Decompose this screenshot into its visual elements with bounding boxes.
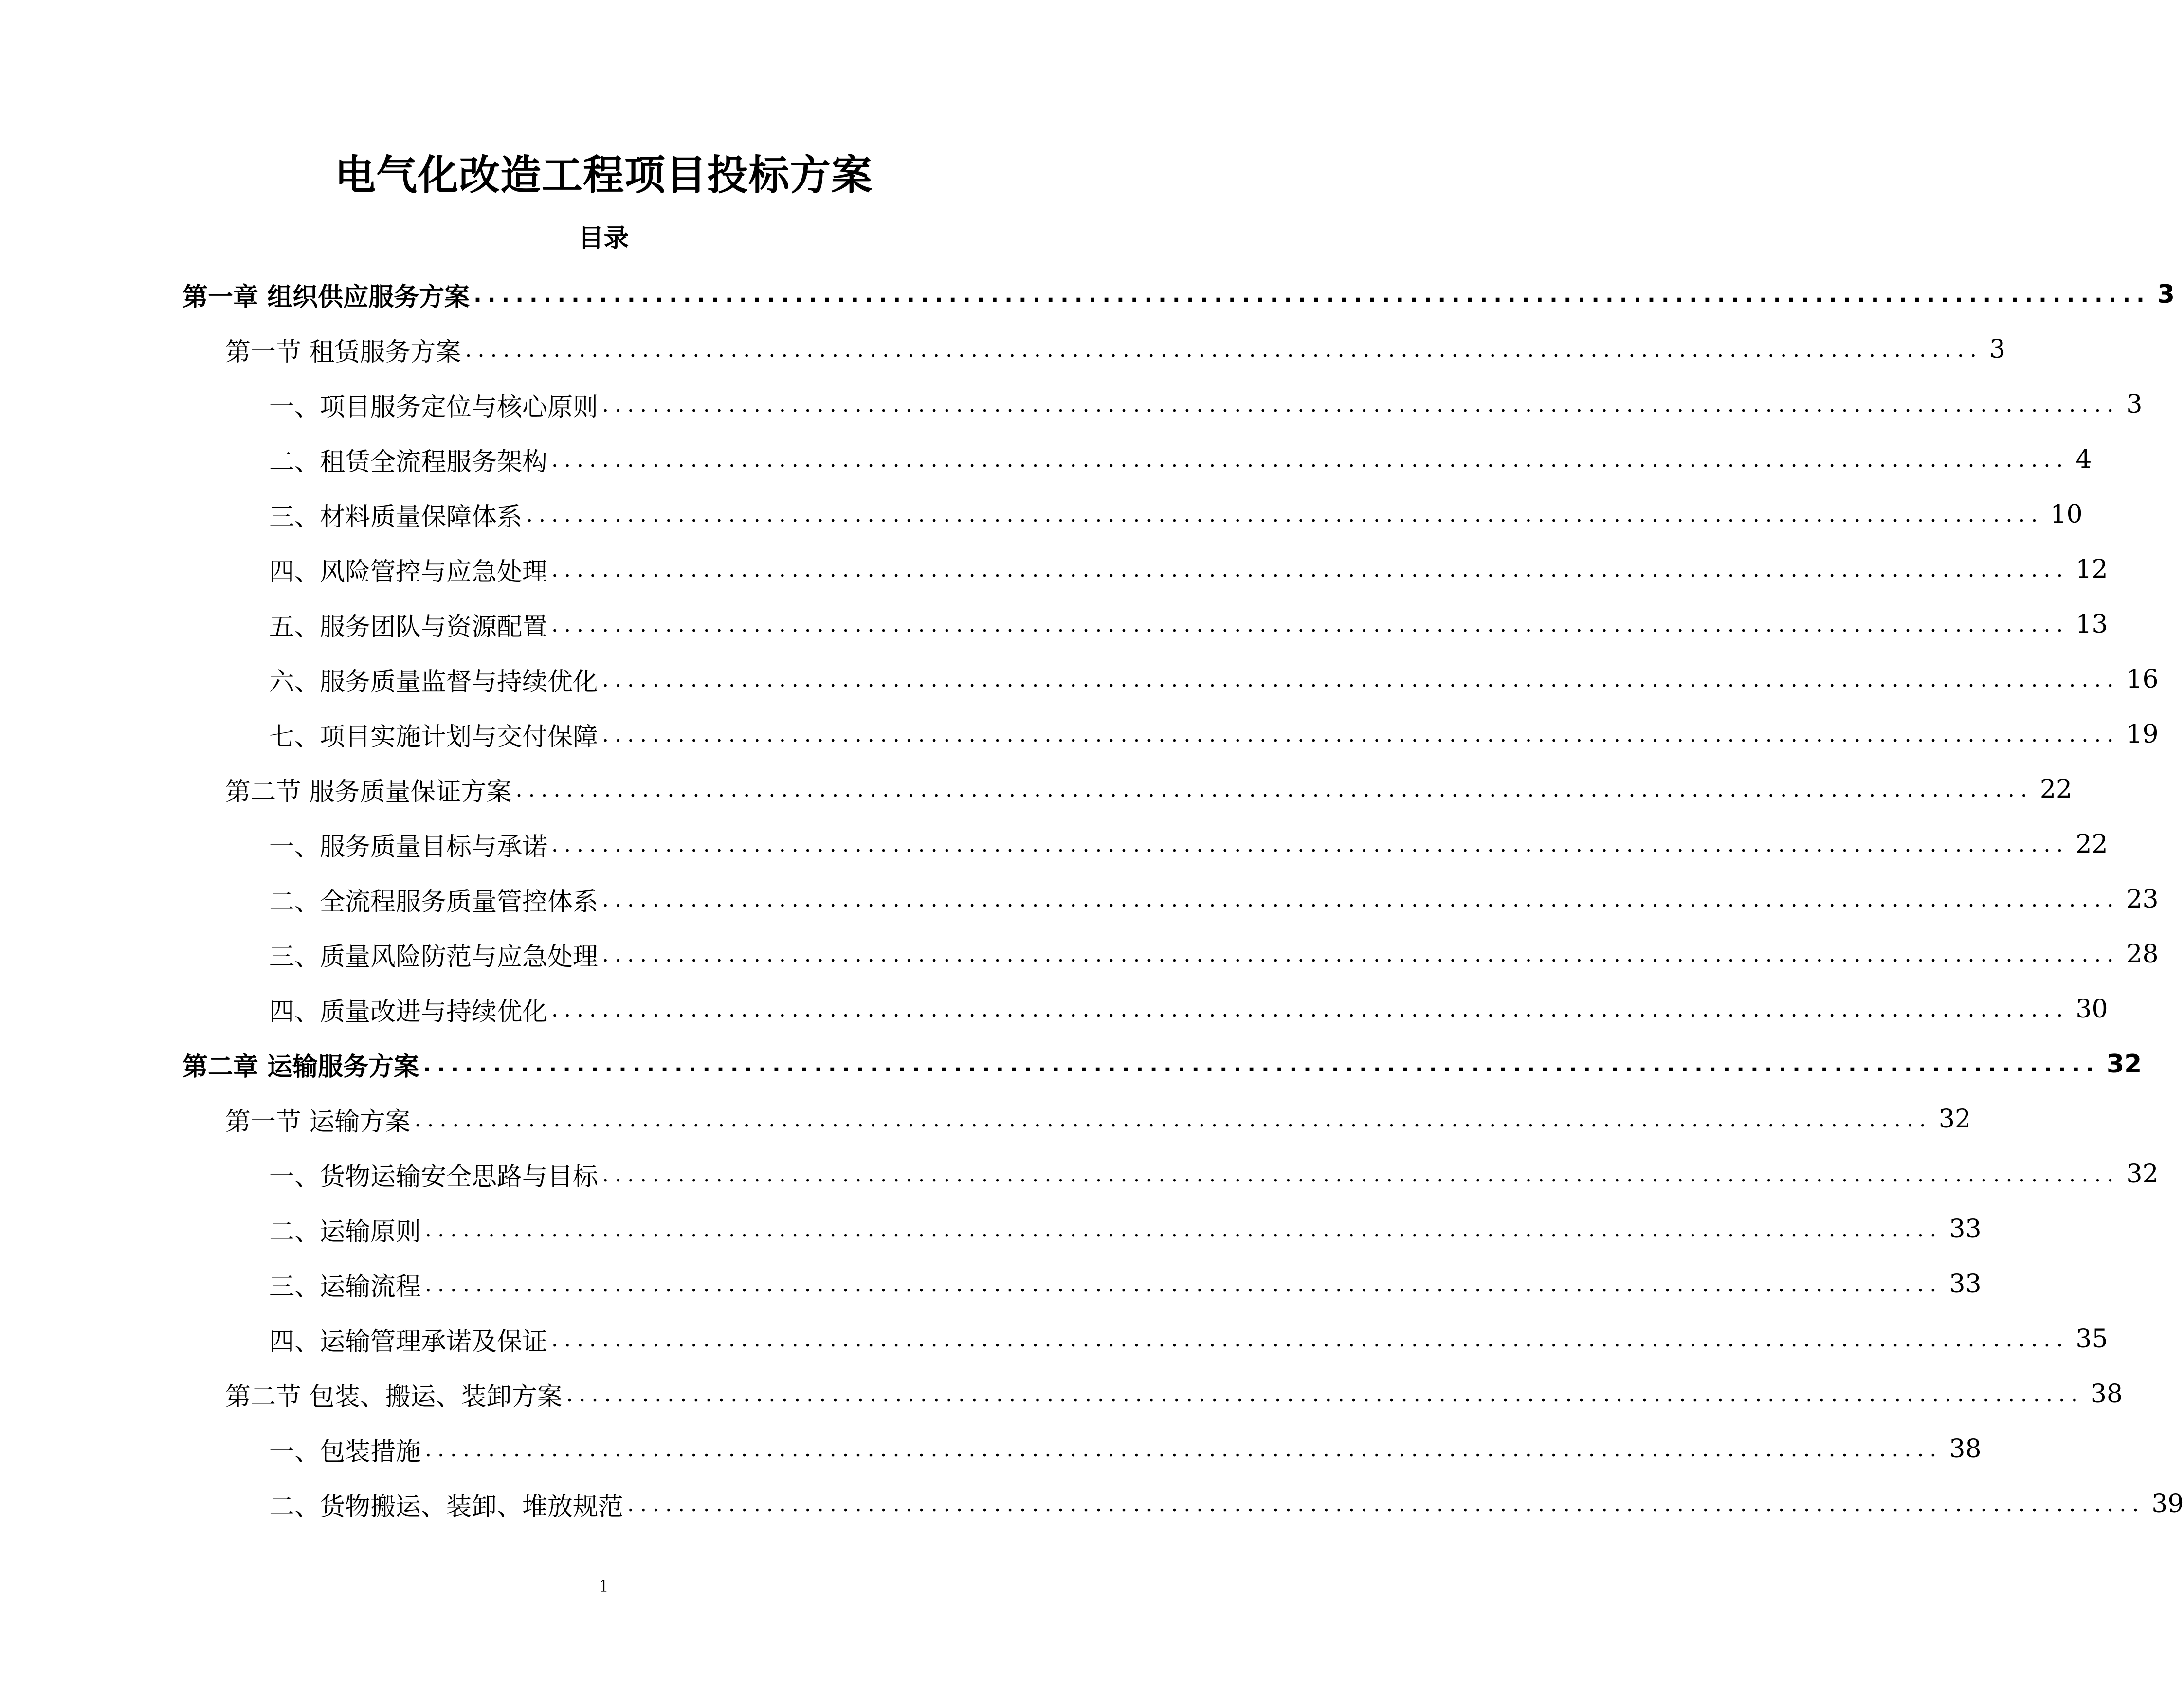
toc-entry-page: 33 xyxy=(1949,1270,1982,1299)
toc-dot-leader: ........................................................................................................................ xyxy=(602,887,2120,912)
toc-dot-leader: ........................................................................................................................ xyxy=(515,777,2033,802)
document-title: 电气化改造工程项目投标方案 xyxy=(334,151,873,199)
toc-dot-leader: ........................................................................................................................ xyxy=(602,1162,2120,1187)
toc-dot-leader: ........................................................................................................................ xyxy=(465,337,1983,362)
toc-entry-label: 第一节 租赁服务方案 xyxy=(225,337,461,367)
toc-dot-leader: ........................................................................................................................ xyxy=(473,282,2150,307)
toc-entry-label: 二、货物搬运、装卸、堆放规范 xyxy=(269,1492,624,1522)
toc-entry-label: 三、运输流程 xyxy=(269,1272,421,1302)
toc-entry-page: 10 xyxy=(2050,500,2083,529)
toc-entry-subsection[interactable] xyxy=(269,655,2159,704)
toc-entry-label: 第二节 包装、搬运、装卸方案 xyxy=(225,1382,563,1412)
toc-entry-label: 六、服务质量监督与持续优化 xyxy=(269,667,599,697)
toc-entry-subsection[interactable] xyxy=(269,435,2092,484)
toc-entry-page: 4 xyxy=(2075,445,2092,474)
toc-entry-label: 四、风险管控与应急处理 xyxy=(269,557,548,587)
toc-entry-page: 39 xyxy=(2151,1489,2184,1519)
toc-entry-page: 28 xyxy=(2126,940,2159,969)
toc-entry-label: 第一节 运输方案 xyxy=(225,1107,411,1137)
toc-dot-leader: ........................................................................................................................ xyxy=(425,1436,1943,1462)
toc-entry-subsection[interactable] xyxy=(269,1480,2184,1528)
toc-entry-page: 16 xyxy=(2126,665,2159,694)
toc-dot-leader: ........................................................................................................................ xyxy=(602,722,2120,747)
toc-entry-label: 二、全流程服务质量管控体系 xyxy=(269,887,599,917)
toc-entry-label: 一、包装措施 xyxy=(269,1437,421,1467)
toc-entry-subsection[interactable] xyxy=(269,1425,1982,1473)
toc-entry-label: 一、服务质量目标与承诺 xyxy=(269,832,548,862)
toc-dot-leader: ........................................................................................................................ xyxy=(526,502,2044,527)
toc-entry-subsection[interactable] xyxy=(269,875,2159,924)
toc-dot-leader: ........................................................................................................................ xyxy=(551,997,2069,1022)
toc-entry-page: 32 xyxy=(1938,1105,1971,1134)
toc-entry-label: 二、租赁全流程服务架构 xyxy=(269,447,548,477)
toc-entry-subsection[interactable] xyxy=(269,600,2108,649)
toc-entry-page: 22 xyxy=(2075,830,2108,859)
toc-entry-label: 第二节 服务质量保证方案 xyxy=(225,777,512,807)
toc-entry-page: 38 xyxy=(2090,1380,2123,1409)
toc-dot-leader: ........................................................................................................................ xyxy=(414,1107,1932,1132)
toc-entry-subsection[interactable] xyxy=(269,490,2083,539)
toc-entry-label: 第一章 组织供应服务方案 xyxy=(182,282,470,312)
toc-dot-leader: ........................................................................................................................ xyxy=(551,612,2069,637)
toc-entry-subsection[interactable] xyxy=(269,380,2143,429)
toc-entry-subsection[interactable] xyxy=(269,545,2108,594)
toc-entry-label: 五、服务团队与资源配置 xyxy=(269,612,548,642)
toc-dot-leader: ........................................................................................................................ xyxy=(551,447,2069,472)
toc-dot-leader: ........................................................................................................................ xyxy=(551,1326,2069,1352)
toc-entry-page: 3 xyxy=(2126,390,2143,419)
toc-entry-label: 三、材料质量保障体系 xyxy=(269,502,523,532)
toc-entry-page: 3 xyxy=(1989,335,2005,364)
toc-entry-page: 23 xyxy=(2126,885,2159,914)
toc-entry-label: 二、运输原则 xyxy=(269,1217,421,1247)
toc-entry-page: 30 xyxy=(2075,995,2108,1024)
toc-entry-page: 13 xyxy=(2075,610,2108,639)
page-number: 1 xyxy=(599,1577,609,1596)
toc-entry-subsection[interactable] xyxy=(269,1260,1982,1308)
toc-entry-label: 第二章 运输服务方案 xyxy=(182,1052,419,1082)
toc-heading: 目录 xyxy=(578,224,629,253)
toc-entry-subsection[interactable] xyxy=(269,1315,2108,1363)
toc-dot-leader: ........................................................................................................................ xyxy=(551,557,2069,582)
toc-entry-section[interactable] xyxy=(225,765,2073,814)
toc-entry-chapter[interactable] xyxy=(182,270,2175,319)
toc-entry-section[interactable] xyxy=(225,1095,1971,1144)
toc-entry-subsection[interactable] xyxy=(269,710,2159,759)
toc-dot-leader: ........................................................................................................................ xyxy=(602,942,2120,967)
toc-entry-label: 一、货物运输安全思路与目标 xyxy=(269,1162,599,1192)
toc-entry-subsection[interactable] xyxy=(269,1205,1982,1253)
toc-dot-leader: ........................................................................................................................ xyxy=(425,1271,1943,1297)
toc-entry-label: 四、运输管理承诺及保证 xyxy=(269,1327,548,1357)
toc-dot-leader: ........................................................................................................................ xyxy=(566,1381,2084,1407)
toc-entry-page: 32 xyxy=(2126,1160,2159,1189)
toc-entry-page: 22 xyxy=(2039,775,2073,804)
toc-dot-leader: ........................................................................................................................ xyxy=(551,832,2069,857)
toc-entry-section[interactable] xyxy=(225,1370,2123,1418)
toc-entry-subsection[interactable] xyxy=(269,930,2159,979)
toc-dot-leader: ........................................................................................................................ xyxy=(423,1052,2100,1077)
toc-entry-page: 12 xyxy=(2075,555,2108,584)
toc-entry-label: 四、质量改进与持续优化 xyxy=(269,997,548,1027)
toc-entry-page: 32 xyxy=(2106,1050,2142,1079)
toc-entry-label: 三、质量风险防范与应急处理 xyxy=(269,942,599,972)
toc-dot-leader: ........................................................................................................................ xyxy=(425,1217,1943,1242)
toc-dot-leader: ........................................................................................................................ xyxy=(602,392,2120,417)
toc-entry-label: 一、项目服务定位与核心原则 xyxy=(269,392,599,422)
toc-entry-subsection[interactable] xyxy=(269,820,2108,869)
toc-entry-page: 38 xyxy=(1949,1435,1982,1464)
toc-entry-label: 七、项目实施计划与交付保障 xyxy=(269,722,599,752)
toc-entry-page: 19 xyxy=(2126,720,2159,749)
toc-entry-section[interactable] xyxy=(225,325,2005,374)
toc-entry-page: 35 xyxy=(2075,1325,2108,1354)
toc-dot-leader: ........................................................................................................................ xyxy=(627,1491,2145,1517)
toc-entry-subsection[interactable] xyxy=(269,985,2108,1034)
toc-dot-leader: ........................................................................................................................ xyxy=(602,667,2120,692)
toc-entry-chapter[interactable] xyxy=(182,1040,2142,1089)
toc-entry-page: 33 xyxy=(1949,1215,1982,1244)
toc-entry-subsection[interactable] xyxy=(269,1150,2159,1199)
toc-entry-page: 3 xyxy=(2157,280,2175,309)
